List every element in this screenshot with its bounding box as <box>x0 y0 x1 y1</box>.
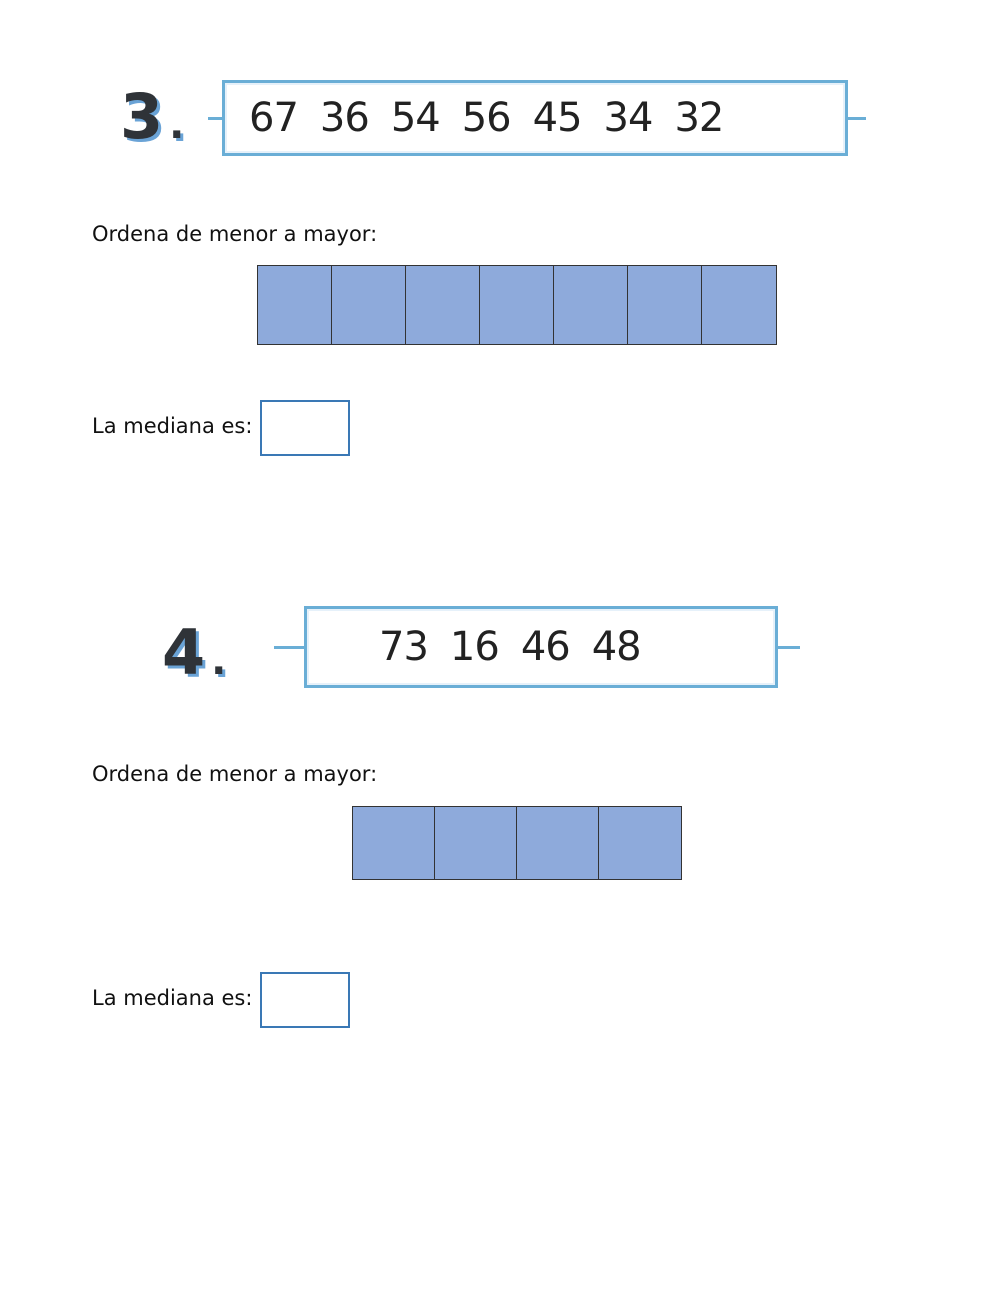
answer-slot[interactable] <box>258 266 332 344</box>
number-item: 45 <box>532 95 582 141</box>
instruction-text: Ordena de menor a mayor: <box>92 222 378 246</box>
exercise-number: 3 . <box>120 80 185 153</box>
exercise-number: 4 . <box>162 616 227 689</box>
median-input[interactable] <box>260 972 350 1028</box>
frame-tick-right <box>778 646 800 649</box>
answer-slot[interactable] <box>435 807 517 879</box>
answer-slot[interactable] <box>353 807 435 879</box>
number-item: 73 <box>379 624 428 670</box>
number-item: 34 <box>603 95 653 141</box>
answer-slot[interactable] <box>332 266 406 344</box>
answer-slot[interactable] <box>480 266 554 344</box>
median-label: La mediana es: <box>92 986 253 1010</box>
number-item: 32 <box>674 95 724 141</box>
number-item: 54 <box>390 95 440 141</box>
answer-slots <box>352 806 682 880</box>
numbers-frame <box>208 80 866 156</box>
answer-slot[interactable] <box>702 266 776 344</box>
number-item: 36 <box>319 95 369 141</box>
answer-slot[interactable] <box>628 266 702 344</box>
frame-tick-left <box>208 117 222 120</box>
numbers-list <box>304 606 778 688</box>
number-item: 67 <box>249 95 298 141</box>
median-label: La mediana es: <box>92 414 253 438</box>
frame-tick-right <box>848 117 866 120</box>
instruction-text: Ordena de menor a mayor: <box>92 762 378 786</box>
numbers-list <box>222 80 848 156</box>
answer-slot[interactable] <box>599 807 681 879</box>
median-input[interactable] <box>260 400 350 456</box>
number-item: 46 <box>520 624 570 670</box>
number-item: 48 <box>591 624 641 670</box>
answer-slot[interactable] <box>517 807 599 879</box>
answer-slot[interactable] <box>554 266 628 344</box>
answer-slots <box>257 265 777 345</box>
number-item: 16 <box>449 624 499 670</box>
numbers-frame <box>274 606 800 688</box>
number-item: 56 <box>461 95 511 141</box>
answer-slot[interactable] <box>406 266 480 344</box>
frame-tick-left <box>274 646 304 649</box>
